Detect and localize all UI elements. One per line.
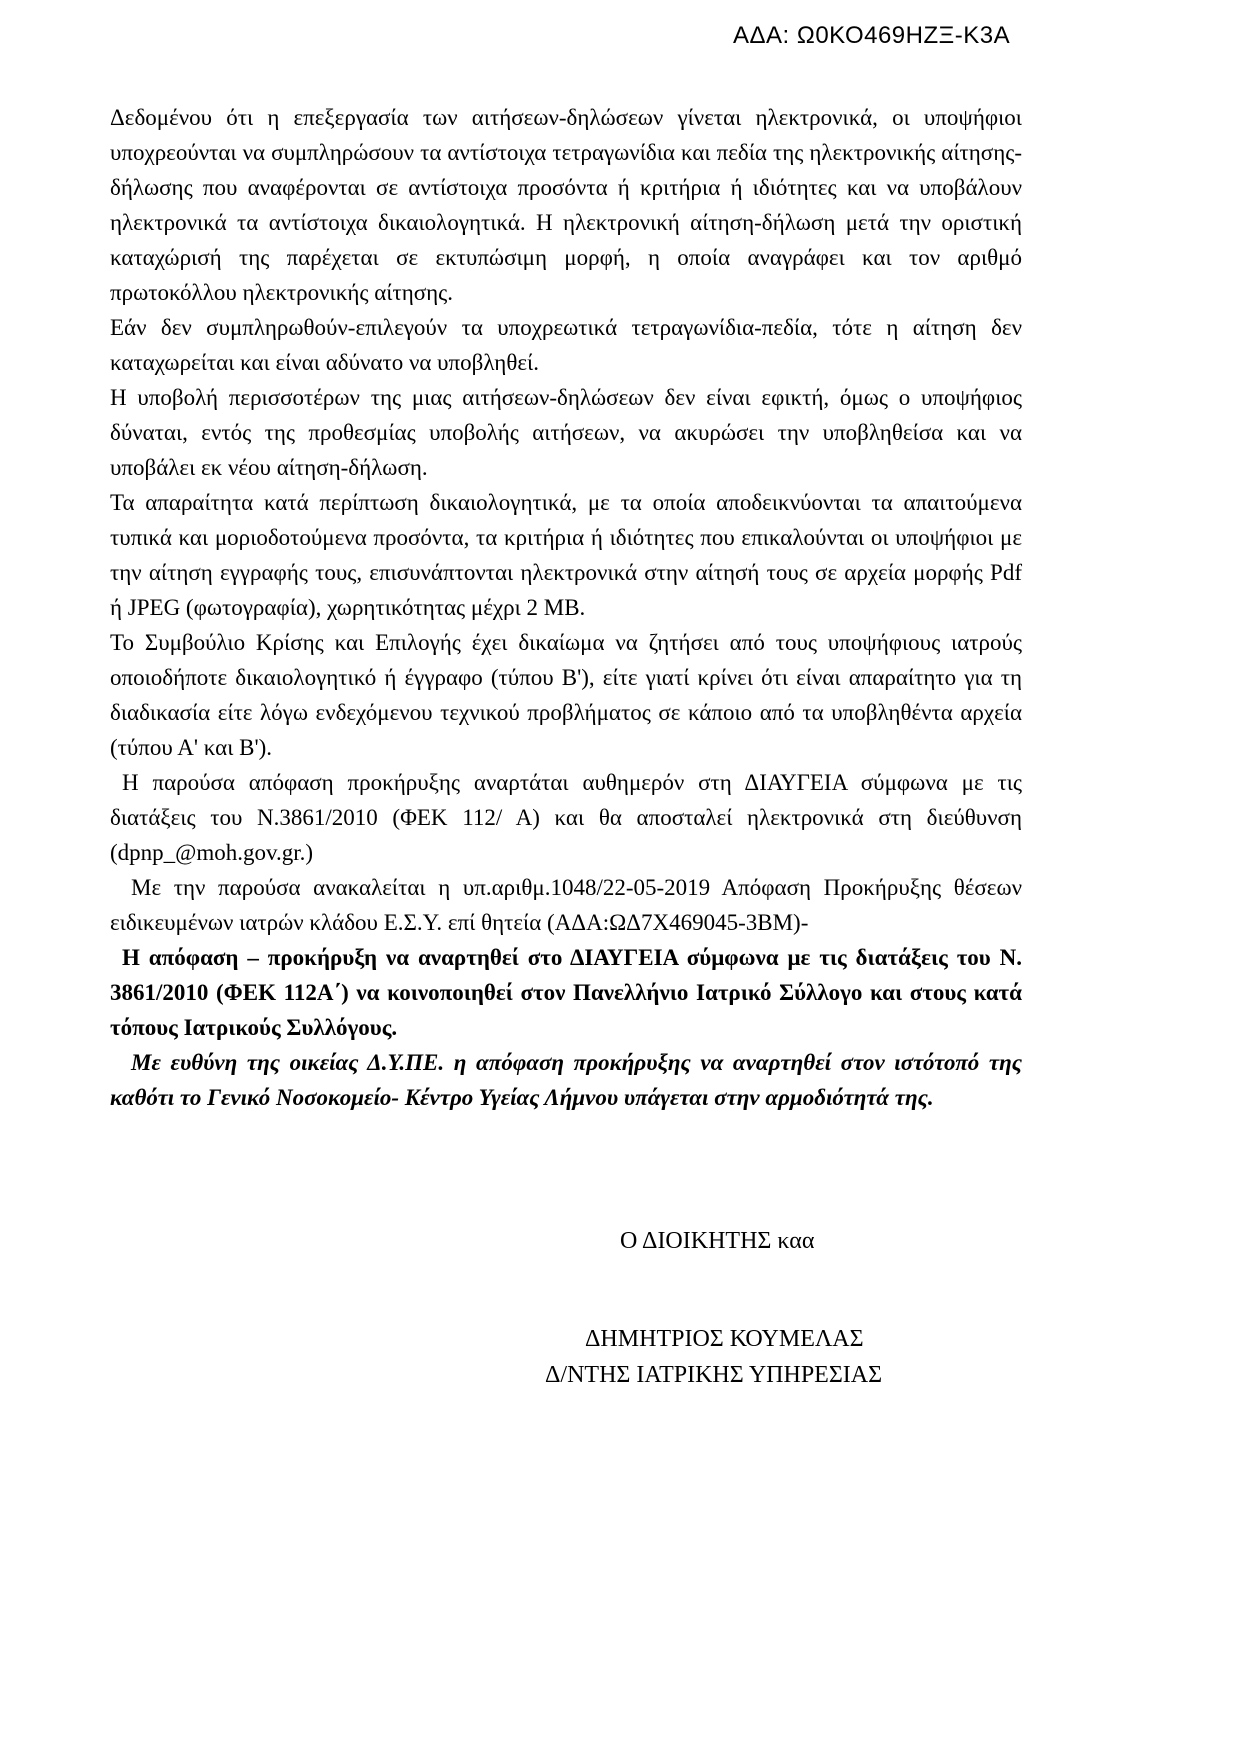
paragraph-electronic-processing: Δεδομένου ότι η επεξεργασία των αιτήσεων-δηλώσεων γίνεται ηλεκτρονικά, οι υποψήφιοι υποχρεούνται να συμπληρώσουν τα αντίστοιχα τετραγωνίδια και πεδία της ηλεκτρονικής αίτησης-δήλωσης που αναφέρονται σε αντίστοιχα προσόντα ή κριτήρια ή ιδιότητες και να υποβάλουν ηλεκτρονικά τα αντίστοιχα δικαιολογητικά. Η ηλεκτρονική αίτηση-δήλωση μετά την οριστική καταχώρισή της παρέχεται σε εκτυπώσιμη μορφή, η οποία αναγράφει και τον αριθμό πρωτοκόλλου ηλεκτρονικής αίτησης. xyxy=(110,105,1022,305)
paragraph-mandatory-fields: Εάν δεν συμπληρωθούν-επιλεγούν τα υποχρεωτικά τετραγωνίδια-πεδία, τότε η αίτηση δεν καταχωρείται και είναι αδύνατο να υποβληθεί. xyxy=(110,315,1022,375)
document-body xyxy=(110,100,1022,1115)
signature-role: Δ/ΝΤΗΣ ΙΑΤΡΙΚΗΣ ΥΠΗΡΕΣΙΑΣ xyxy=(545,1362,883,1388)
paragraph-diavgeia-posting: Η παρούσα απόφαση προκήρυξης αναρτάται αυθημερόν στη ΔΙΑΥΓΕΙΑ σύμφωνα με τις διατάξεις του Ν.3861/2010 (ΦΕΚ 112/ Α) και θα αποσταλεί ηλεκτρονικά στη διεύθυνση (dpnp_@moh.gov.gr.) xyxy=(110,770,1022,865)
signature-name: ΔΗΜΗΤΡΙΟΣ ΚΟΥΜΕΛΑΣ xyxy=(585,1326,864,1352)
signature-title: Ο ΔΙΟΙΚΗΤΗΣ καα xyxy=(620,1228,815,1254)
paragraph-selection-council: Το Συμβούλιο Κρίσης και Επιλογής έχει δικαίωμα να ζητήσει από τους υποψήφιους ιατρούς οποιοδήποτε δικαιολογητικό ή έγγραφο (τύπου Β'), είτε γιατί κρίνει ότι είναι απαραίτητο για τη διαδικασία είτε λόγω ενδεχόμενου τεχνικού προβλήματος σε κάποιο από τα υποβληθέντα αρχεία (τύπου Α' και Β'). xyxy=(110,630,1022,760)
paragraph-notification-bold: Η απόφαση – προκήρυξη να αναρτηθεί στο ΔΙΑΥΓΕΙΑ σύμφωνα με τις διατάξεις του Ν. 3861/2010 (ΦΕΚ 112Α΄) να κοινοποιηθεί στον Πανελλήνιο Ιατρικό Σύλλογο και στους κατά τόπους Ιατρικούς Συλλόγους. xyxy=(110,945,1022,1040)
paragraph-dype-responsibility: Με ευθύνη της οικείας Δ.Υ.ΠΕ. η απόφαση προκήρυξης να αναρτηθεί στον ιστότοπό της καθότι το Γενικό Νοσοκομείο- Κέντρο Υγείας Λήμνου υπάγεται στην αρμοδιότητά της. xyxy=(110,1050,1022,1110)
paragraph-revocation: Με την παρούσα ανακαλείται η υπ.αριθμ.1048/22-05-2019 Απόφαση Προκήρυξης θέσεων ειδικευμένων ιατρών κλάδου Ε.Σ.Υ. επί θητεία (ΑΔΑ:ΩΔ7Χ469045-3ΒΜ)- xyxy=(110,875,1022,935)
ada-code: ΑΔΑ: Ω0ΚΟ469ΗΖΞ-Κ3Α xyxy=(733,22,1011,49)
paragraph-single-application: Η υποβολή περισσοτέρων της μιας αιτήσεων-δηλώσεων δεν είναι εφικτή, όμως ο υποψήφιος δύναται, εντός της προθεσμίας υποβολής αιτήσεων, να ακυρώσει την υποβληθείσα και να υποβάλει εκ νέου αίτηση-δήλωση. xyxy=(110,385,1022,480)
paragraph-required-documents: Τα απαραίτητα κατά περίπτωση δικαιολογητικά, με τα οποία αποδεικνύονται τα απαιτούμενα τυπικά και μοριοδοτούμενα προσόντα, τα κριτήρια ή ιδιότητες που επικαλούνται οι υποψήφιοι με την αίτηση εγγραφής τους, επισυνάπτονται ηλεκτρονικά στην αίτησή τους σε αρχεία μορφής Pdf ή JPEG (φωτογραφία), χωρητικότητας μέχρι 2 ΜΒ. xyxy=(110,490,1022,620)
